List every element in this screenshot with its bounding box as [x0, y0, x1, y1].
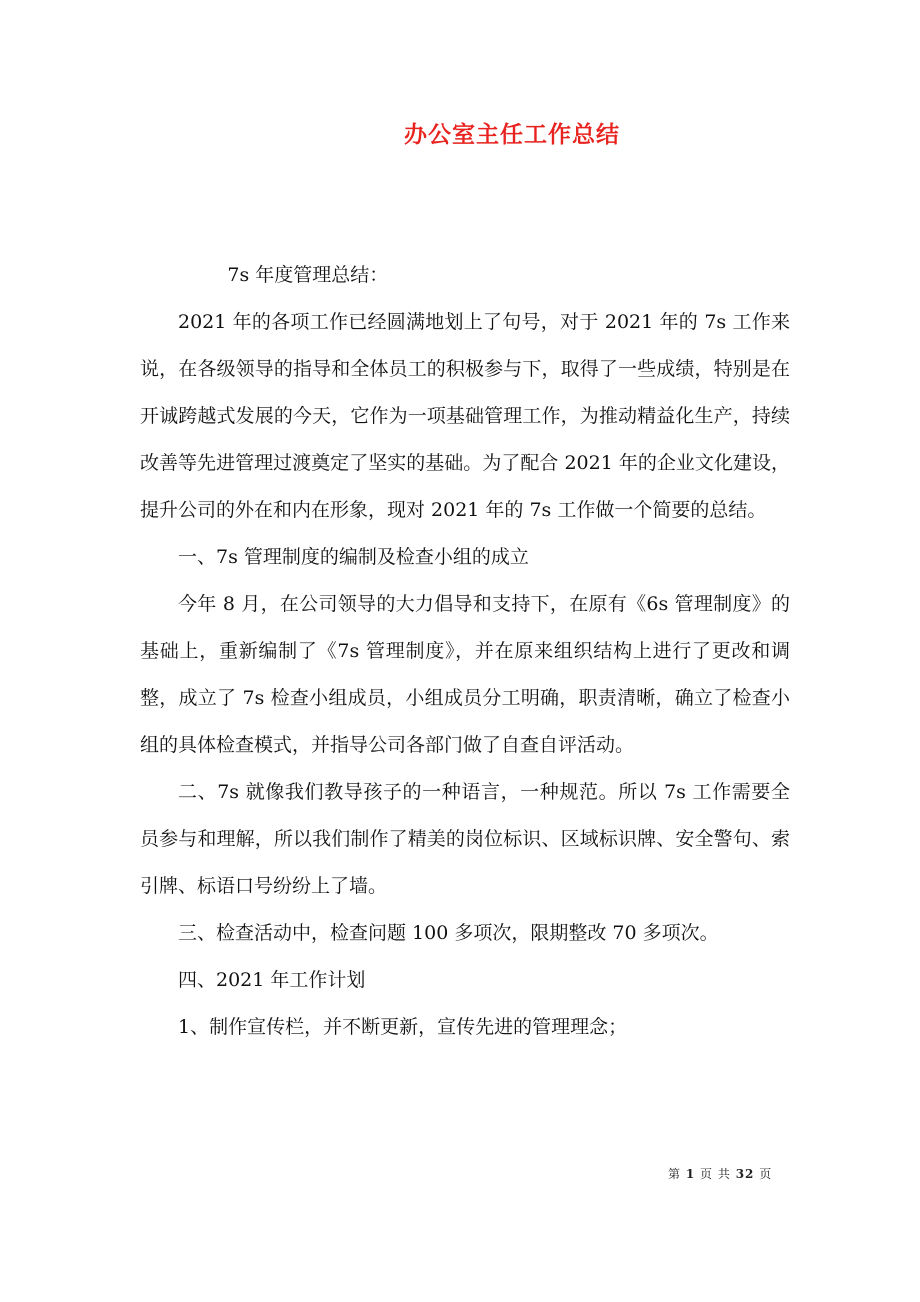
paragraph-section-1-heading: 一、7s 管理制度的编制及检查小组的成立 — [178, 546, 529, 568]
paragraph-section-4-heading: 四、2021 年工作计划 — [178, 969, 366, 991]
paragraph-heading-intro: 7s 年度管理总结： — [227, 264, 389, 286]
paragraph-plan-item-1: 1、制作宣传栏，并不断更新，宣传先进的管理理念； — [178, 1016, 628, 1038]
paragraph-summary: 2021 年的各项工作已经圆满地划上了句号，对于 2021 年的 7s 工作来说，在各级领导的指导和全体员工的积极参与下，取得了一些成绩，特别是在开诚跨越式发展的今天，它作为一项基础管理工作，为推动精益化生产，持续改善等先进管理过渡奠定了坚实的基础。为了配合 2021 年的企业文化建设，提升公司的外在和内在形象，现对 2021 年的 7s 工作做一个简要的总结。 — [140, 311, 790, 521]
page-footer — [668, 1165, 772, 1182]
footer-suffix: 页 — [759, 1167, 773, 1181]
footer-middle: 页 共 — [700, 1167, 731, 1181]
paragraph-section-3: 三、检查活动中，检查问题 100 多项次，限期整改 70 多项次。 — [178, 922, 719, 944]
paragraph-section-2: 二、7s 就像我们教导孩子的一种语言，一种规范。所以 7s 工作需要全员参与和理解，所以我们制作了精美的岗位标识、区域标识牌、安全警句、索引牌、标语口号纷纷上了墙。 — [140, 781, 790, 897]
document-body — [140, 252, 790, 1051]
document-title: 办公室主任工作总结 — [404, 122, 620, 148]
paragraph-section-1-body: 今年 8 月，在公司领导的大力倡导和支持下，在原有《6s 管理制度》的基础上，重新编制了《7s 管理制度》，并在原来组织结构上进行了更改和调整，成立了 7s 检查小组成员，小组成员分工明确，职责清晰，确立了检查小组的具体检查模式，并指导公司各部门做了自查自评活动。 — [140, 593, 790, 756]
footer-prefix: 第 — [668, 1167, 682, 1181]
footer-total-pages: 32 — [735, 1167, 755, 1181]
footer-page-number: 1 — [685, 1167, 696, 1181]
